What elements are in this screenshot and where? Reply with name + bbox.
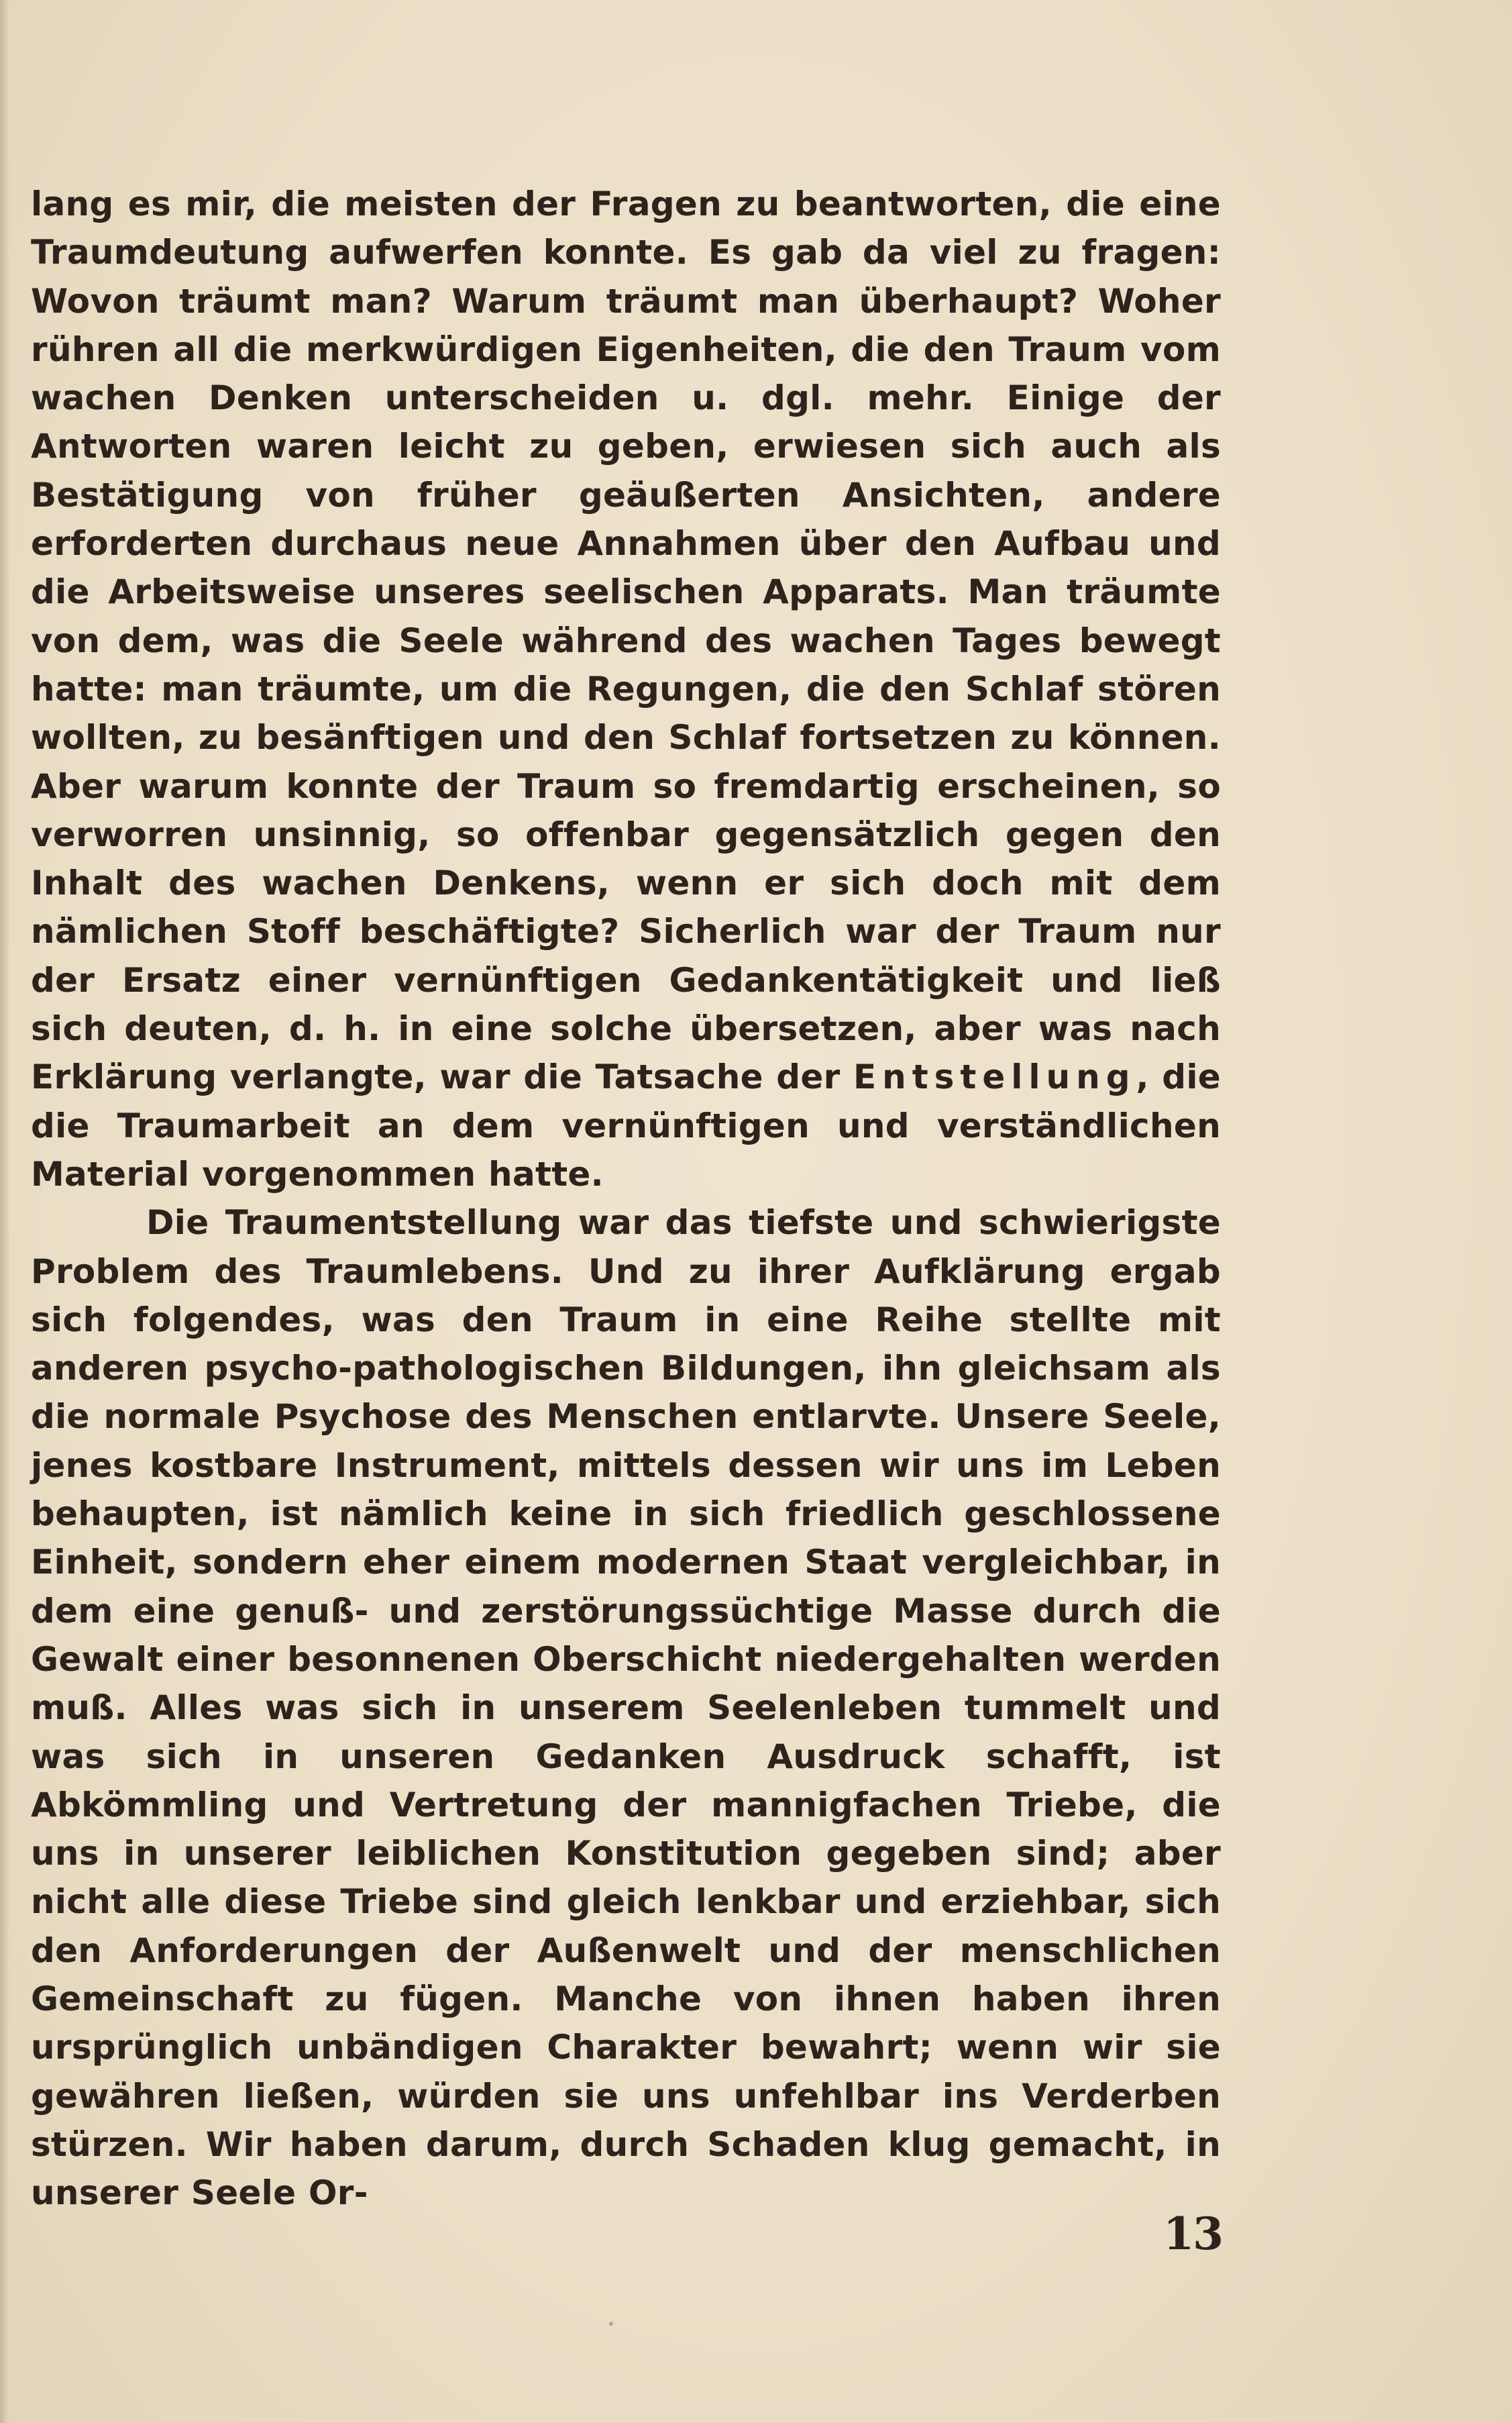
page-spine-edge bbox=[0, 0, 9, 2423]
emphasized-word: Entstellung bbox=[853, 1058, 1136, 1097]
body-text bbox=[31, 180, 1221, 2217]
paper-speck bbox=[609, 2322, 613, 2326]
paragraph-2: Die Traumentstellung war das tiefste und schwierigste Problem des Traumlebens. Und zu ihrer Aufklärung ergab sich folgendes, was den Traum in eine Reihe stellte mit anderen psycho-pathologischen Bildungen, ihn gleichsam als die normale Psychose des Menschen entlarvte. Unsere Seele, jenes kostbare Instrument, mittels dessen wir uns im Leben behaupten, ist nämlich keine in sich friedlich geschlossene Einheit, sondern eher einem modernen Staat vergleichbar, in dem eine genuß- und zerstörungssüchtige Masse durch die Gewalt einer besonnenen Oberschicht niedergehalten werden muß. Alles was sich in unserem Seelenleben tummelt und was sich in unseren Gedanken Ausdruck schafft, ist Abkömmling und Vertretung der mannigfachen Triebe, die uns in unserer leiblichen Konstitution gegeben sind; aber nicht alle diese Triebe sind gleich lenkbar und erziehbar, sich den Anforderungen der Außenwelt und der menschlichen Gemeinschaft zu fügen. Manche von ihnen haben ihren ursprünglich unbändigen Charakter bewahrt; wenn wir sie gewähren ließen, würden sie uns unfehlbar ins Verderben stürzen. Wir haben darum, durch Schaden klug gemacht, in unserer Seele Or- bbox=[31, 1203, 1221, 2213]
page-number: 13 bbox=[1163, 2208, 1222, 2260]
paragraph-1-text-end: , die die Traumarbeit an dem vernünftigen und verständlichen Material vorgenommen hatte. bbox=[31, 1058, 1221, 1194]
paragraph-1 bbox=[31, 180, 1221, 1198]
paragraph-1-text: lang es mir, die meisten der Fragen zu beantworten, die eine Traumdeutung aufwerfen konnte. Es gab da viel zu fragen: Wovon träumt man? Warum träumt man überhaupt? Woher rühren all die merkwürdigen Eigenheiten, die den Traum vom wachen Denken unterscheiden u. dgl. mehr. Einige der Antworten waren leicht zu geben, erwiesen sich auch als Bestätigung von früher geäußerten Ansichten, andere erforderten durchaus neue Annahmen über den Aufbau und die Arbeitsweise unseres seelischen Apparats. Man träumte von dem, was die Seele während des wachen Tages bewegt hatte: man träumte, um die Regungen, die den Schlaf stören wollten, zu besänftigen und den Schlaf fortsetzen zu können. Aber warum konnte der Traum so fremdartig erscheinen, so verworren unsinnig, so offenbar gegensätzlich gegen den Inhalt des wachen Denkens, wenn er sich doch mit dem nämlichen Stoff beschäftigte? Sicherlich war der Traum nur der Ersatz einer vernünftigen Gedankentätigkeit und ließ sich deuten, d. h. in eine solche übersetzen, aber was nach Erklärung verlangte, war die Tatsache der bbox=[31, 185, 1221, 1097]
